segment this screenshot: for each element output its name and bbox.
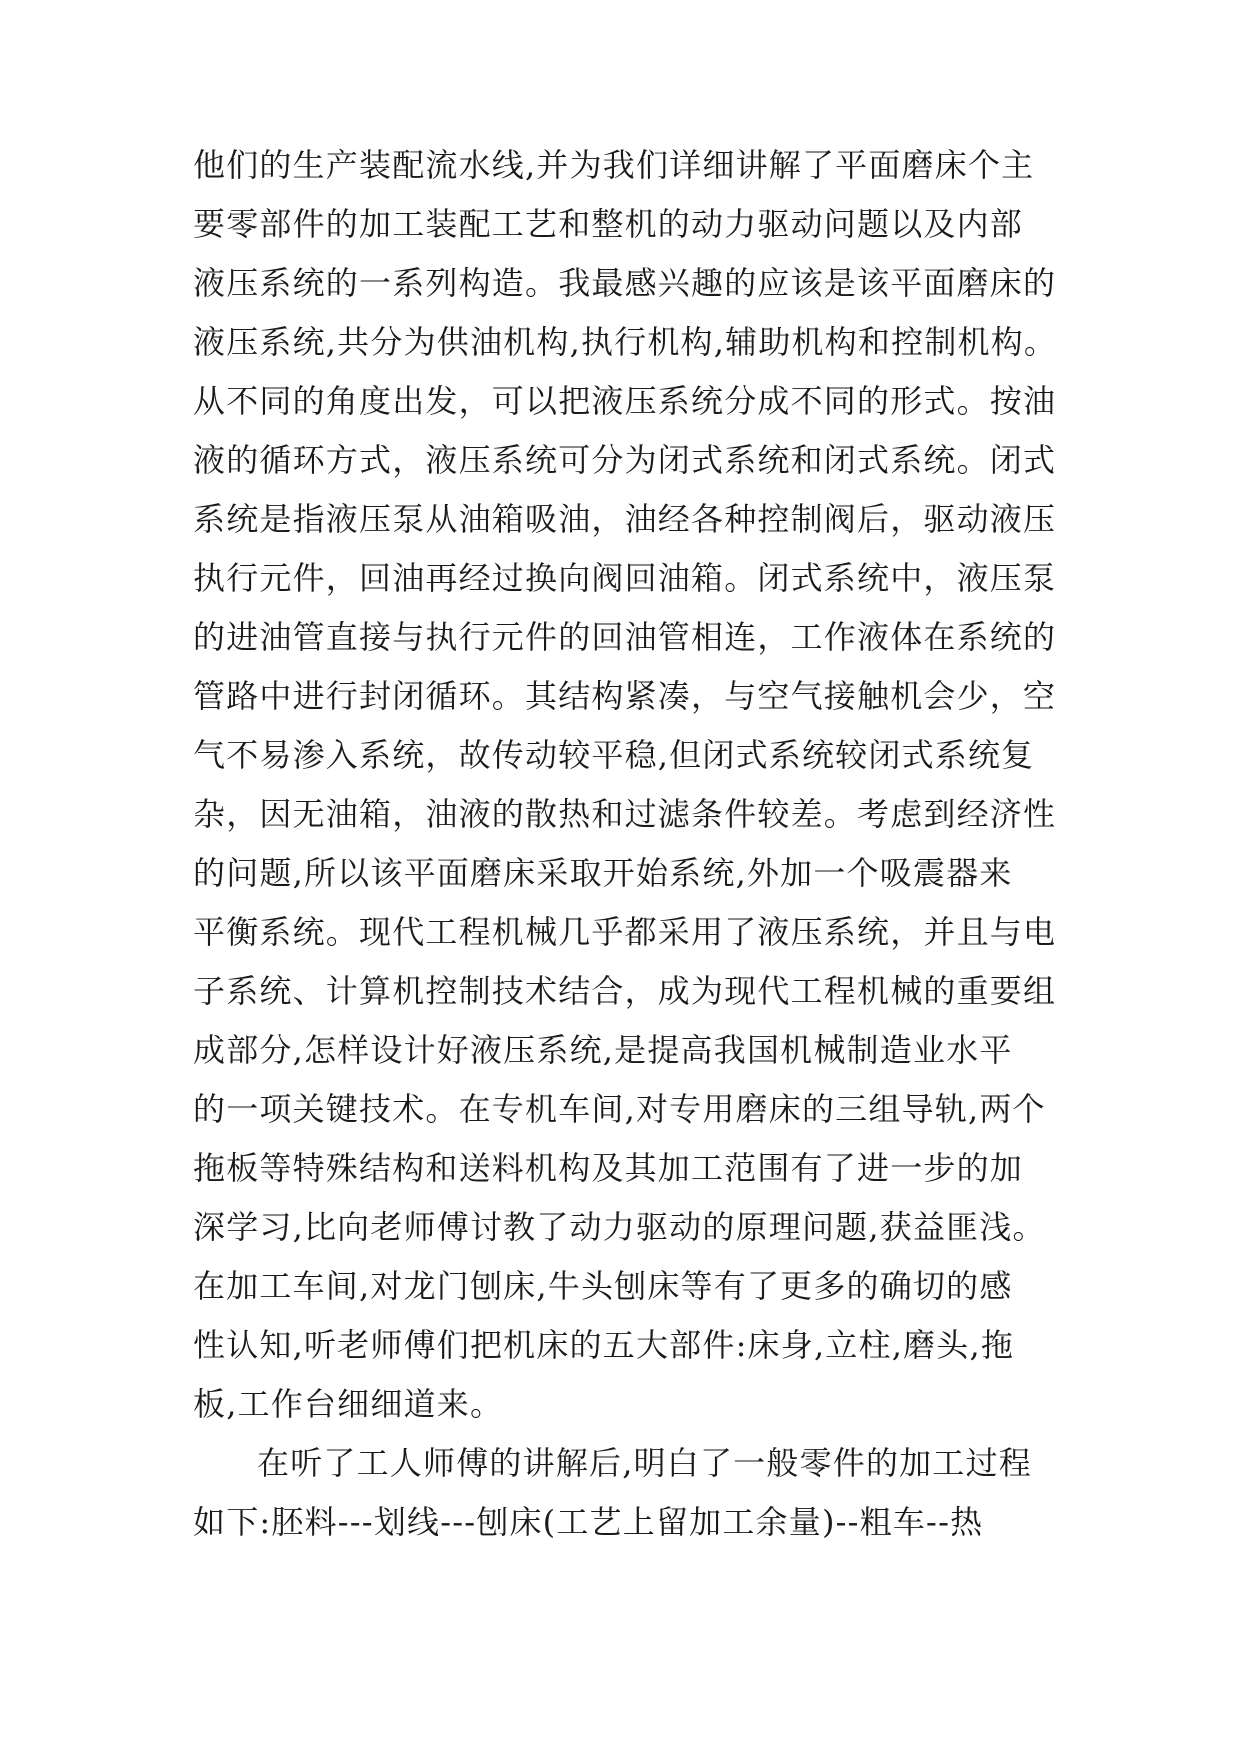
text-line: 从不同的角度出发，可以把液压系统分成不同的形式。按油 — [193, 382, 1057, 420]
text-line: 深学习,比向老师傅讨教了动力驱动的原理问题,获益匪浅。 — [193, 1208, 1046, 1246]
paragraph-2 — [193, 1434, 1053, 1552]
text-line: 杂，因无油箱，油液的散热和过滤条件较差。考虑到经济性 — [193, 795, 1057, 833]
text-line: 的进油管直接与执行元件的回油管相连，工作液体在系统的 — [193, 618, 1057, 656]
text-line: 板,工作台细细道来。 — [193, 1385, 504, 1423]
text-line: 的问题,所以该平面磨床采取开始系统,外加一个吸震器来 — [193, 854, 1013, 892]
text-line: 子系统、计算机控制技术结合，成为现代工程机械的重要组 — [193, 972, 1057, 1010]
text-line: 如下:胚料---划线---刨床(工艺上留加工余量)--粗车--热 — [193, 1503, 984, 1541]
text-line: 管路中进行封闭循环。其结构紧凑，与空气接触机会少，空 — [193, 677, 1057, 715]
text-line: 液压系统,共分为供油机构,执行机构,辅助机构和控制机构。 — [193, 323, 1058, 361]
text-line: 系统是指液压泵从油箱吸油，油经各种控制阀后，驱动液压 — [193, 500, 1057, 538]
text-line: 执行元件，回油再经过换向阀回油箱。闭式系统中，液压泵 — [193, 559, 1057, 597]
text-line: 液的循环方式，液压系统可分为闭式系统和闭式系统。闭式 — [193, 441, 1057, 479]
text-line: 液压系统的一系列构造。我最感兴趣的应该是该平面磨床的 — [193, 264, 1057, 302]
text-line: 在加工车间,对龙门刨床,牛头刨床等有了更多的确切的感 — [193, 1267, 1013, 1305]
paragraph-1 — [193, 136, 1058, 1434]
text-line: 的一项关键技术。在专机车间,对专用磨床的三组导轨,两个 — [193, 1090, 1046, 1128]
text-line: 拖板等特殊结构和送料机构及其加工范围有了进一步的加 — [193, 1149, 1024, 1187]
document-body — [193, 136, 1058, 1552]
text-line: 要零部件的加工装配工艺和整机的动力驱动问题以及内部 — [193, 205, 1024, 243]
text-line: 平衡系统。现代工程机械几乎都采用了液压系统，并且与电 — [193, 913, 1057, 951]
text-line: 成部分,怎样设计好液压系统,是提高我国机械制造业水平 — [193, 1031, 1013, 1069]
text-line: 气不易渗入系统，故传动较平稳,但闭式系统较闭式系统复 — [193, 736, 1035, 774]
text-line: 在听了工人师傅的讲解后,明白了一般零件的加工过程 — [257, 1444, 1032, 1482]
text-line: 他们的生产装配流水线,并为我们详细讲解了平面磨床个主 — [193, 146, 1035, 184]
text-line: 性认知,听老师傅们把机床的五大部件:床身,立柱,磨头,拖 — [193, 1326, 1015, 1364]
